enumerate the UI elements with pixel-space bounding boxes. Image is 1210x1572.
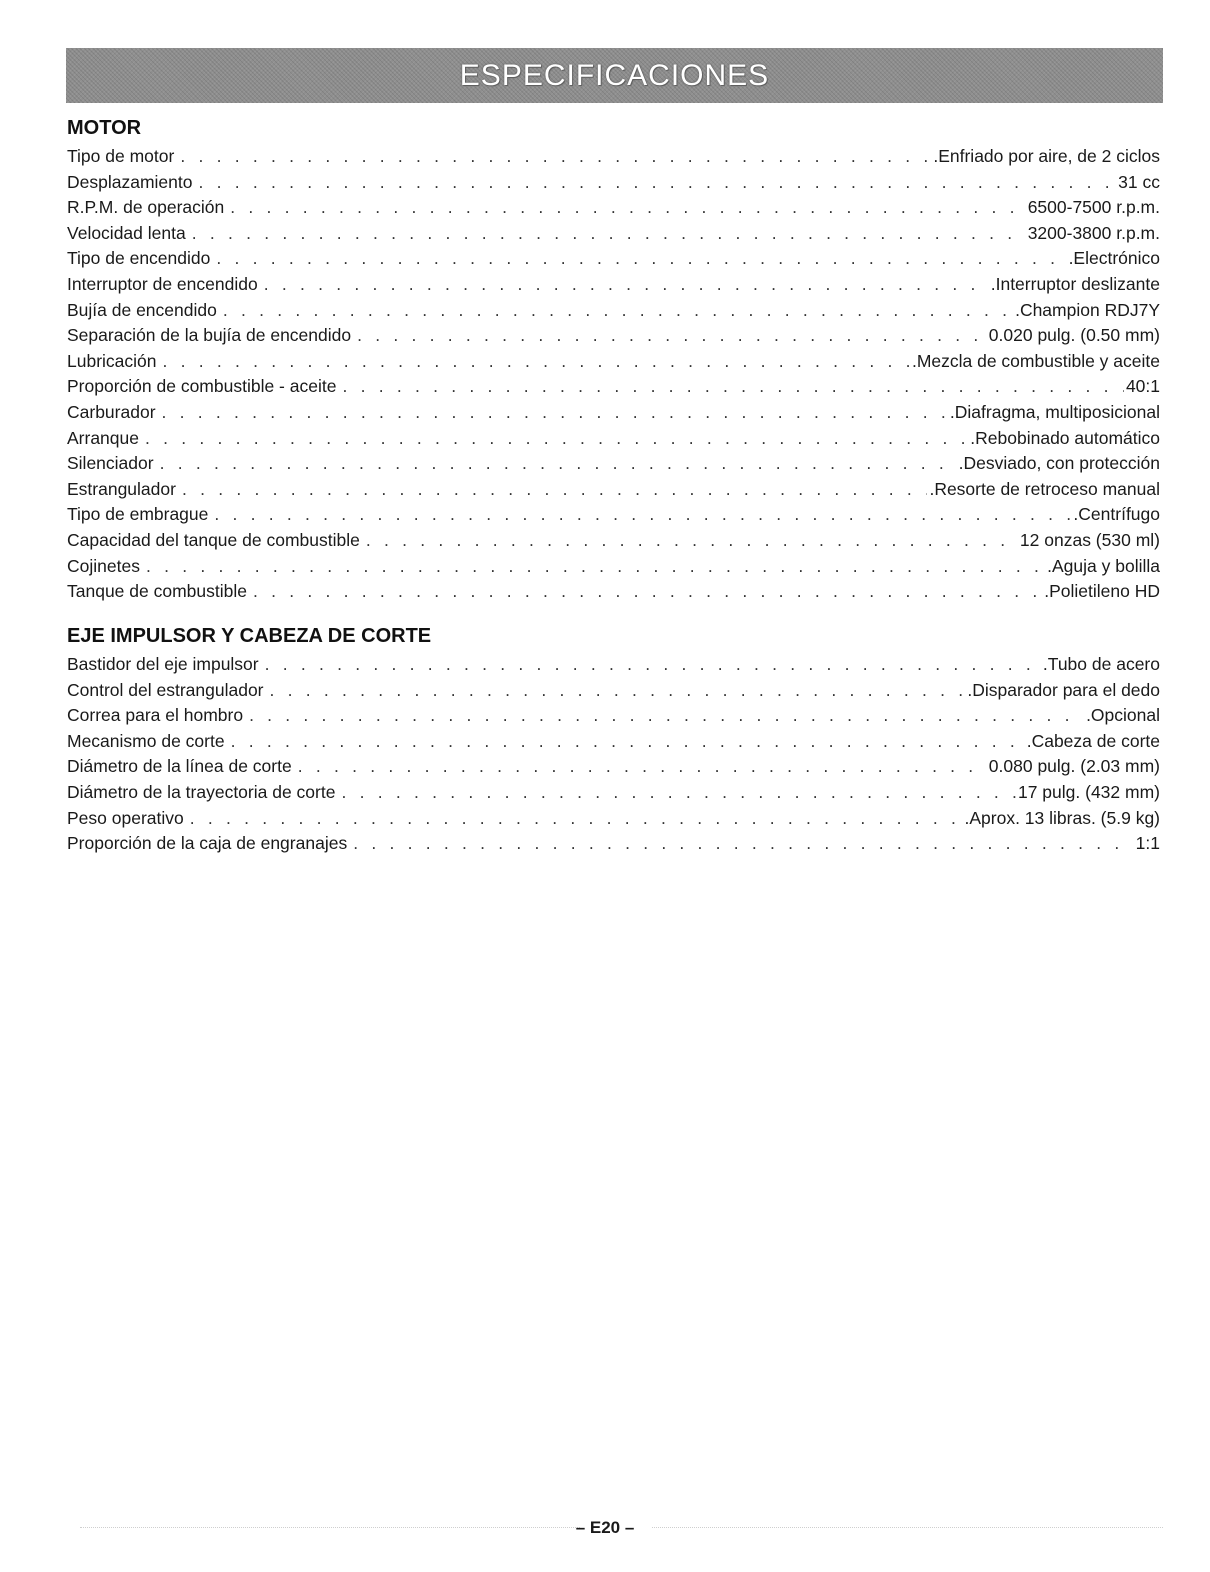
page-number: – E20 – bbox=[575, 1518, 635, 1537]
spec-label: Cojinetes bbox=[67, 555, 140, 576]
spec-row bbox=[67, 754, 1160, 780]
spec-value: .Interruptor deslizante bbox=[990, 273, 1160, 294]
spec-list-motor bbox=[67, 144, 1160, 605]
dot-leader bbox=[357, 323, 987, 349]
spec-row bbox=[67, 246, 1160, 272]
spec-label: Control del estrangulador bbox=[67, 679, 264, 700]
dot-leader bbox=[214, 502, 1071, 528]
spec-row bbox=[67, 298, 1160, 324]
section-heading-eje: EJE IMPULSOR Y CABEZA DE CORTE bbox=[67, 625, 432, 647]
spec-row bbox=[67, 729, 1160, 755]
spec-label: Estrangulador bbox=[67, 478, 176, 499]
dot-leader bbox=[190, 806, 963, 832]
spec-row bbox=[67, 323, 1160, 349]
spec-label: Tipo de motor bbox=[67, 146, 175, 166]
section-heading-motor: MOTOR bbox=[67, 117, 142, 139]
dot-leader bbox=[253, 579, 1042, 605]
spec-value: .Rebobinado automático bbox=[970, 427, 1160, 448]
dot-leader bbox=[342, 374, 1123, 400]
spec-label: Capacidad del tanque de combustible bbox=[67, 529, 360, 550]
spec-value: .Aguja y bolilla bbox=[1047, 555, 1160, 576]
spec-label: Proporción de la caja de engranajes bbox=[67, 833, 348, 854]
spec-label: Peso operativo bbox=[67, 807, 184, 828]
spec-row bbox=[67, 806, 1160, 832]
dot-leader bbox=[298, 754, 987, 780]
spec-label: Correa para el hombro bbox=[67, 705, 244, 726]
spec-value: .Polietileno HD bbox=[1044, 581, 1160, 602]
spec-row bbox=[67, 272, 1160, 298]
spec-row bbox=[67, 400, 1160, 426]
spec-label: Separación de la bujía de encendido bbox=[67, 325, 352, 346]
spec-value: .Opcional bbox=[1086, 705, 1160, 726]
dot-leader bbox=[146, 554, 1045, 580]
title-banner bbox=[66, 48, 1163, 103]
spec-row bbox=[67, 221, 1160, 247]
dot-leader bbox=[198, 170, 1116, 196]
dot-leader bbox=[163, 349, 910, 375]
spec-label: Silenciador bbox=[67, 453, 154, 474]
spec-row bbox=[67, 678, 1160, 704]
spec-label: Bastidor del eje impulsor bbox=[67, 654, 259, 674]
spec-value: 6500-7500 r.p.m. bbox=[1027, 197, 1160, 218]
dot-leader bbox=[270, 678, 966, 704]
spec-value: .Disparador para el dedo bbox=[967, 679, 1160, 700]
spec-row bbox=[67, 652, 1160, 678]
spec-row bbox=[67, 831, 1160, 857]
dot-leader bbox=[145, 426, 968, 452]
spec-value: 17 pulg. (432 mm) bbox=[1017, 781, 1160, 802]
spec-label: Lubricación bbox=[67, 350, 157, 371]
spec-value: 12 onzas (530 ml) bbox=[1019, 529, 1160, 550]
dot-leader bbox=[182, 477, 927, 503]
spec-label: R.P.M. de operación bbox=[67, 197, 225, 218]
spec-label: Diámetro de la línea de corte bbox=[67, 756, 292, 777]
spec-label: Bujía de encendido bbox=[67, 299, 217, 320]
spec-value: .Mezcla de combustible y aceite bbox=[911, 350, 1160, 371]
spec-value: 0.080 pulg. (2.03 mm) bbox=[988, 756, 1160, 777]
spec-row bbox=[67, 780, 1160, 806]
spec-label: Desplazamiento bbox=[67, 171, 193, 192]
spec-row bbox=[67, 170, 1160, 196]
dot-leader bbox=[160, 451, 957, 477]
spec-row bbox=[67, 502, 1160, 528]
spec-row bbox=[67, 374, 1160, 400]
dot-leader bbox=[366, 528, 1018, 554]
spec-value: 0.020 pulg. (0.50 mm) bbox=[988, 325, 1160, 346]
spec-value: .Desviado, con protección bbox=[958, 453, 1160, 474]
spec-row bbox=[67, 554, 1160, 580]
dot-leader bbox=[264, 272, 989, 298]
dot-leader bbox=[341, 780, 1016, 806]
spec-row bbox=[67, 426, 1160, 452]
spec-value: 3200-3800 r.p.m. bbox=[1027, 222, 1160, 243]
spec-label: Tipo de encendido bbox=[67, 248, 211, 269]
spec-label: Arranque bbox=[67, 427, 139, 448]
spec-row bbox=[67, 451, 1160, 477]
dot-leader bbox=[223, 298, 1013, 324]
dot-leader bbox=[162, 400, 948, 426]
dot-leader bbox=[192, 221, 1026, 247]
spec-value: .Resorte de retroceso manual bbox=[929, 478, 1160, 499]
spec-label: Tipo de embrague bbox=[67, 504, 209, 525]
spec-label: Tanque de combustible bbox=[67, 581, 247, 602]
spec-row bbox=[67, 477, 1160, 503]
spec-value: .Tubo de acero bbox=[1042, 654, 1160, 674]
spec-value: .Electrónico bbox=[1068, 248, 1160, 269]
dot-leader bbox=[230, 195, 1025, 221]
spec-value: 40:1 bbox=[1125, 376, 1160, 397]
spec-value: .Centrífugo bbox=[1073, 504, 1160, 525]
spec-value: 1:1 bbox=[1135, 833, 1160, 854]
spec-value: .Aprox. 13 libras. (5.9 kg) bbox=[964, 807, 1160, 828]
dot-leader bbox=[249, 703, 1084, 729]
spec-row bbox=[67, 195, 1160, 221]
spec-label: Mecanismo de corte bbox=[67, 730, 225, 751]
spec-row bbox=[67, 349, 1160, 375]
dot-leader bbox=[231, 729, 1025, 755]
dot-leader bbox=[353, 831, 1133, 857]
spec-value: .Enfriado por aire, de 2 ciclos bbox=[933, 146, 1160, 166]
spec-row bbox=[67, 579, 1160, 605]
spec-value: .Champion RDJ7Y bbox=[1015, 299, 1160, 320]
spec-value: .Cabeza de corte bbox=[1026, 730, 1160, 751]
dot-leader bbox=[216, 246, 1066, 272]
spec-label: Interruptor de encendido bbox=[67, 273, 258, 294]
spec-row bbox=[67, 528, 1160, 554]
spec-list-eje bbox=[67, 652, 1160, 857]
page-title: ESPECIFICACIONES bbox=[459, 58, 770, 92]
spec-value: .Diafragma, multiposicional bbox=[949, 401, 1160, 422]
dot-leader bbox=[180, 144, 931, 170]
spec-row bbox=[67, 703, 1160, 729]
spec-label: Velocidad lenta bbox=[67, 222, 186, 243]
dot-leader bbox=[265, 652, 1041, 678]
spec-label: Proporción de combustible - aceite bbox=[67, 376, 337, 397]
spec-label: Diámetro de la trayectoria de corte bbox=[67, 781, 336, 802]
spec-row bbox=[67, 144, 1160, 170]
spec-value: 31 cc bbox=[1118, 171, 1160, 192]
spec-label: Carburador bbox=[67, 401, 156, 422]
